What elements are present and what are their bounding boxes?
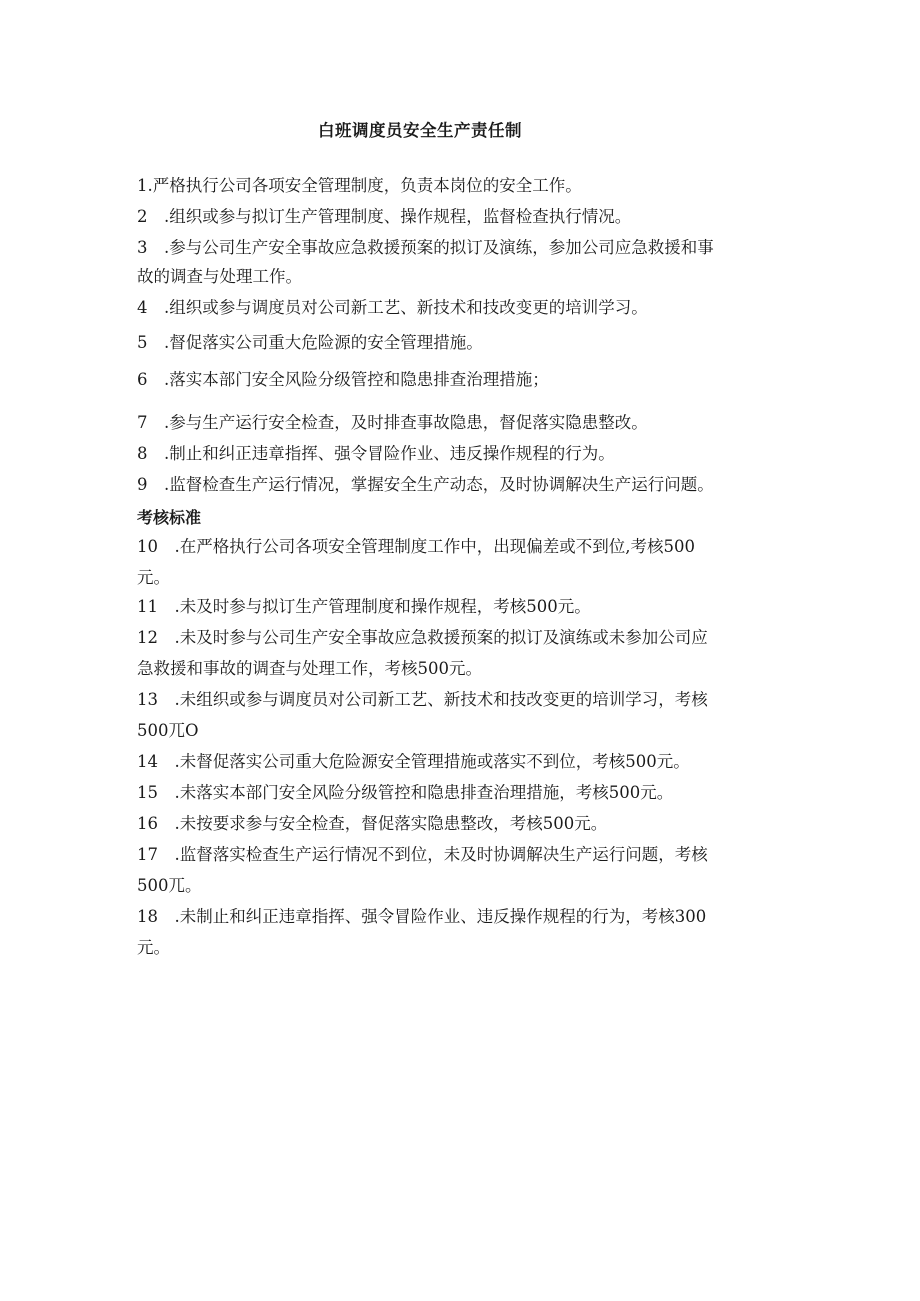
assessment-line: 10 .在严格执行公司各项安全管理制度工作中，出现偏差或不到位,考核500 xyxy=(137,537,695,556)
responsibility-line: 5 .督促落实公司重大危险源的安全管理措施。 xyxy=(137,333,483,352)
responsibility-line: 9 .监督检查生产运行情况，掌握安全生产动态，及时协调解决生产运行问题。 xyxy=(137,475,714,494)
assessment-line: 11 .未及时参与拟订生产管理制度和操作规程，考核500元。 xyxy=(137,597,591,616)
assessment-line: 元。 xyxy=(137,938,170,957)
assessment-line: 14 .未督促落实公司重大危险源安全管理措施或落实不到位，考核500元。 xyxy=(137,752,690,771)
assessment-line: 17 .监督落实检查生产运行情况不到位，未及时协调解决生产运行问题，考核 xyxy=(137,845,708,864)
assessment-line: 18 .未制止和纠正违章指挥、强令冒险作业、违反操作规程的行为，考核300 xyxy=(137,907,707,926)
assessment-line: 12 .未及时参与公司生产安全事故应急救援预案的拟订及演练或未参加公司应 xyxy=(137,628,708,647)
responsibility-line: 2 .组织或参与拟订生产管理制度、操作规程，监督检查执行情况。 xyxy=(137,207,632,226)
responsibility-line: 3 .参与公司生产安全事故应急救援预案的拟订及演练，参加公司应急救援和事 xyxy=(137,238,714,257)
responsibility-line: 故的调查与处理工作。 xyxy=(137,267,302,286)
assessment-line: 16 .未按要求参与安全检查，督促落实隐患整改，考核500元。 xyxy=(137,814,608,833)
responsibility-line: 4 .组织或参与调度员对公司新工艺、新技术和技改变更的培训学习。 xyxy=(137,298,648,317)
responsibility-line: 8 .制止和纠正违章指挥、强令冒险作业、违反操作规程的行为。 xyxy=(137,444,615,463)
assessment-line: 15 .未落实本部门安全风险分级管控和隐患排查治理措施，考核500元。 xyxy=(137,783,674,802)
assessment-line: 500兀O xyxy=(137,721,199,740)
assessment-line: 急救援和事故的调查与处理工作，考核500元。 xyxy=(137,659,482,678)
document-title: 白班调度员安全生产责任制 xyxy=(318,121,522,140)
assessment-heading: 考核标准 xyxy=(137,508,202,527)
responsibility-line: 7 .参与生产运行安全检查，及时排查事故隐患，督促落实隐患整改。 xyxy=(137,413,648,432)
assessment-line: 13 .未组织或参与调度员对公司新工艺、新技术和技改变更的培训学习，考核 xyxy=(137,690,708,709)
assessment-line: 500兀。 xyxy=(137,876,202,895)
assessment-line: 元。 xyxy=(137,568,170,587)
responsibility-line: 1.严格执行公司各项安全管理制度，负责本岗位的安全工作。 xyxy=(137,176,582,195)
responsibility-line: 6 .落实本部门安全风险分级管控和隐患排查治理措施； xyxy=(137,370,549,389)
